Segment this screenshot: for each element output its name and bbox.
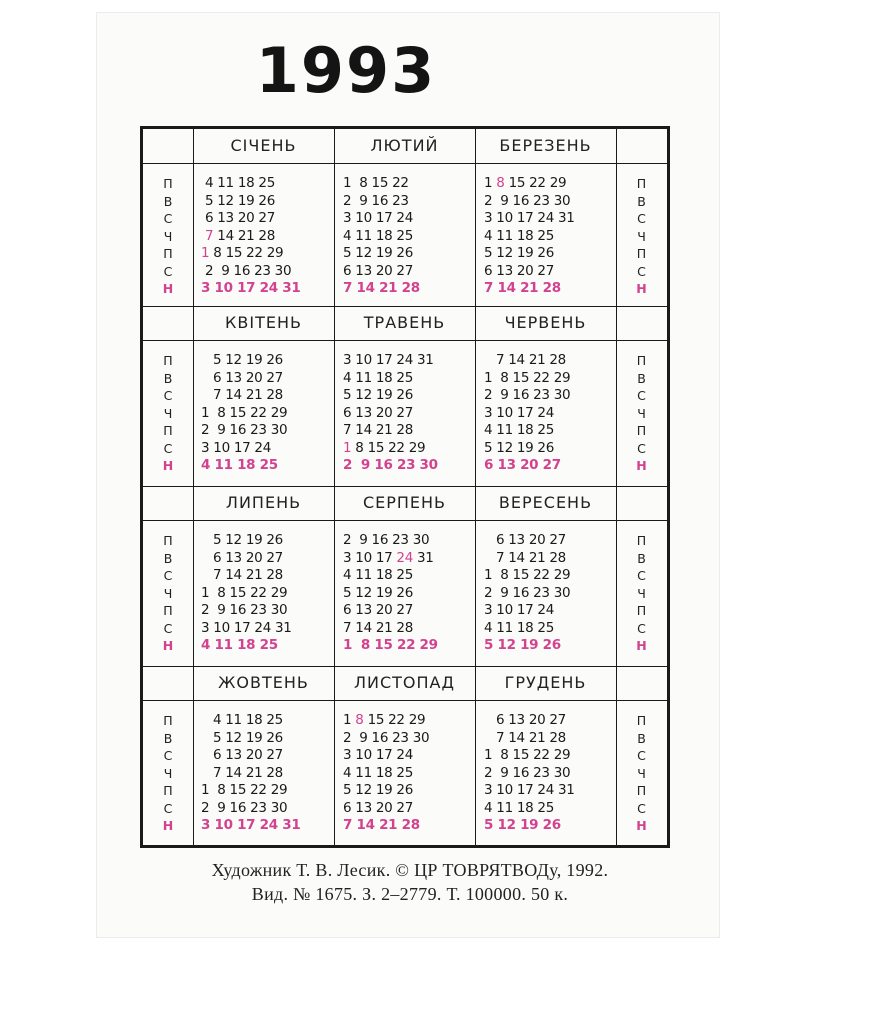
weekday-label: С	[163, 211, 173, 226]
day-row	[484, 370, 570, 388]
day-numbers: 8 15 22 29	[209, 245, 284, 261]
weekday-column-right	[630, 532, 654, 655]
weekday-label: С	[637, 568, 646, 583]
day-row	[484, 228, 575, 246]
day-row	[484, 440, 570, 458]
day-numbers: 6 13 20 27	[201, 369, 283, 386]
day-numbers: 1 8 15 22 29	[201, 404, 288, 421]
day-numbers: 6 13 20 27	[343, 602, 413, 618]
day-row	[201, 620, 292, 638]
day-numbers: 8 15 22 29	[351, 439, 426, 456]
day-numbers: 2 9 16 23 30	[201, 262, 292, 279]
weekday-label: С	[163, 568, 173, 583]
weekday-label: С	[637, 800, 646, 816]
day-row	[343, 370, 438, 388]
day-numbers: 4 11 18 25	[201, 457, 278, 473]
day-numbers: 3 10 17 24 31	[201, 619, 292, 636]
weekday-column-left	[156, 532, 180, 655]
day-numbers: 1 8 15 22 29	[201, 782, 288, 798]
day-row	[484, 210, 575, 228]
day-numbers: 7 14 21 28	[201, 764, 283, 781]
day-row	[343, 228, 420, 246]
day-numbers: 7 14 21 28	[343, 619, 413, 636]
month-name: ЛЮТИЙ	[370, 136, 439, 155]
day-row	[201, 193, 300, 211]
weekday-label: С	[637, 388, 646, 403]
day-numbers: 7 14 21 28	[201, 387, 283, 403]
day-row	[201, 352, 287, 370]
weekday-label: П	[636, 783, 647, 798]
day-numbers: 1	[343, 712, 356, 728]
weekday-label: В	[163, 730, 173, 746]
day-row	[343, 457, 438, 475]
weekday-label: П	[636, 533, 647, 548]
day-row	[343, 263, 420, 281]
day-numbers: 1 8 15 22	[343, 175, 409, 191]
day-numbers: 5 12 19 26	[343, 782, 413, 798]
day-numbers: 2 9 16 23 30	[343, 457, 438, 473]
day-row	[201, 175, 300, 193]
day-numbers: 3 10 17 24	[343, 210, 413, 226]
day-row	[343, 405, 438, 423]
day-row	[484, 280, 575, 298]
day-numbers: 5 12 19 26	[201, 532, 283, 548]
day-row	[343, 730, 429, 748]
weekday-label: С	[637, 211, 646, 226]
month-days	[201, 175, 300, 298]
day-row	[343, 387, 438, 405]
day-row	[201, 550, 292, 568]
weekday-label: П	[163, 533, 173, 548]
weekday-column-right	[630, 352, 654, 475]
day-numbers: 6 13 20 27	[201, 747, 283, 763]
month-days	[343, 532, 438, 655]
month-days	[484, 712, 575, 835]
day-row	[201, 765, 300, 783]
holiday-date: 7	[205, 227, 214, 244]
weekday-column-right	[630, 712, 654, 835]
weekday-label: В	[637, 370, 646, 386]
day-numbers: 3 10 17 24 31	[484, 782, 575, 798]
day-numbers: 2 9 16 23 30	[484, 584, 571, 601]
day-numbers: 3 10 17 24	[201, 439, 271, 456]
day-numbers: 3 10 17 24 31	[484, 210, 575, 226]
day-numbers: 7 14 21 28	[484, 729, 566, 746]
day-row	[201, 370, 287, 388]
day-row	[343, 765, 429, 783]
calendar-grid	[140, 126, 670, 848]
day-row	[484, 765, 575, 783]
weekday-label: П	[163, 603, 173, 618]
day-row	[484, 422, 570, 440]
holiday-date: 1	[201, 245, 210, 261]
day-numbers: 3 10 17 24	[484, 602, 554, 618]
holiday-date: 8	[355, 712, 364, 728]
day-row	[201, 280, 300, 298]
day-numbers: 6 13 20 27	[484, 262, 554, 279]
day-row	[484, 567, 570, 585]
day-row	[484, 782, 575, 800]
month-days	[343, 175, 420, 298]
day-row	[343, 567, 438, 585]
day-numbers: 5 12 19 26	[201, 192, 275, 209]
day-row	[484, 457, 570, 475]
day-row	[201, 228, 300, 246]
weekday-label: П	[163, 176, 173, 191]
weekday-label: С	[637, 748, 646, 763]
day-row	[484, 405, 570, 423]
day-row	[484, 620, 570, 638]
weekday-label: В	[637, 193, 646, 209]
day-numbers: 1 8 15 22 29	[484, 567, 571, 583]
weekday-label: С	[163, 748, 173, 763]
month-days	[343, 352, 438, 475]
weekday-label: С	[637, 263, 646, 279]
day-row	[201, 712, 300, 730]
day-numbers: 2 9 16 23 30	[201, 602, 288, 618]
day-numbers: 1	[484, 175, 497, 191]
day-numbers: 1 8 15 22 29	[484, 369, 571, 386]
day-row	[484, 800, 575, 818]
grid-vline	[616, 129, 617, 845]
day-row	[201, 387, 287, 405]
day-row	[484, 747, 575, 765]
day-row	[343, 532, 438, 550]
day-numbers: 4 11 18 25	[343, 369, 413, 386]
day-numbers: 2 9 16 23 30	[201, 422, 288, 438]
day-numbers: 15 22 29	[363, 712, 426, 728]
day-numbers: 5 12 19 26	[201, 352, 283, 368]
weekday-column-left	[156, 352, 180, 475]
day-row	[343, 210, 420, 228]
weekday-label: Н	[162, 818, 174, 833]
weekday-label: С	[637, 440, 646, 456]
day-row	[343, 747, 429, 765]
day-numbers: 5 12 19 26	[343, 387, 413, 403]
grid-hline	[143, 520, 667, 521]
day-numbers: 4 11 18 25	[484, 619, 554, 636]
weekday-label: Н	[162, 638, 174, 653]
day-numbers: 7 14 21 28	[343, 817, 420, 833]
day-numbers: 3 10 17 24 31	[343, 352, 434, 368]
grid-hline	[143, 700, 667, 701]
day-numbers: 15 22 29	[504, 175, 567, 191]
weekday-label: С	[163, 440, 173, 456]
weekday-label: С	[637, 620, 646, 636]
day-row	[201, 532, 292, 550]
weekday-label: Ч	[637, 765, 646, 781]
day-numbers: 5 12 19 26	[484, 245, 554, 261]
weekday-label: П	[163, 713, 173, 728]
day-numbers: 2 9 16 23	[343, 192, 409, 209]
day-row	[201, 210, 300, 228]
weekday-label: П	[163, 353, 173, 368]
grid-hline	[143, 340, 667, 341]
day-row	[343, 637, 438, 655]
day-numbers: 31	[413, 549, 434, 566]
day-row	[343, 280, 420, 298]
day-numbers: 5 12 19 26	[484, 439, 554, 456]
day-numbers: 5 12 19 26	[343, 245, 413, 261]
day-numbers: 4 11 18 25	[484, 227, 554, 244]
day-numbers: 7 14 21 28	[484, 549, 566, 566]
day-row	[201, 637, 292, 655]
day-row	[343, 440, 438, 458]
day-row	[201, 747, 300, 765]
day-numbers: 6 13 20 27	[343, 404, 413, 421]
day-row	[343, 245, 420, 263]
day-row	[201, 245, 300, 263]
month-name: БЕРЕЗЕНЬ	[499, 136, 592, 155]
day-numbers: 5 12 19 26	[343, 584, 413, 601]
day-numbers: 6 13 20 27	[201, 210, 275, 226]
month-days	[484, 532, 570, 655]
day-numbers: 6 13 20 27	[484, 712, 566, 728]
weekday-label: Ч	[163, 765, 173, 781]
day-row	[343, 800, 429, 818]
weekday-label: С	[163, 263, 173, 279]
weekday-label: С	[163, 388, 173, 403]
day-row	[201, 405, 287, 423]
day-numbers: 2 9 16 23 30	[484, 192, 571, 209]
day-row	[484, 585, 570, 603]
day-row	[484, 352, 570, 370]
day-row	[201, 782, 300, 800]
weekday-label: П	[636, 353, 647, 368]
day-row	[201, 263, 300, 281]
day-numbers: 5 12 19 26	[484, 637, 561, 653]
day-row	[484, 712, 575, 730]
month-name: ЖОВТЕНЬ	[218, 673, 309, 692]
day-row	[484, 730, 575, 748]
weekday-label: П	[163, 783, 173, 798]
footer-credits: Художник Т. В. Лесик. © ЦР ТОВРЯТВОДу, 1992.	[211, 860, 609, 880]
weekday-label: В	[163, 193, 173, 209]
day-numbers: 1 8 15 22 29	[201, 584, 288, 601]
day-numbers: 4 11 18 25	[343, 227, 413, 244]
day-numbers: 6 13 20 27	[201, 549, 283, 566]
day-numbers: 4 11 18 25	[201, 712, 283, 728]
month-name: СЕРПЕНЬ	[362, 493, 447, 512]
weekday-label: Ч	[163, 228, 173, 244]
day-row	[343, 712, 429, 730]
month-name: ВЕРЕСЕНЬ	[498, 493, 593, 512]
month-name: СІЧЕНЬ	[230, 136, 297, 155]
month-name: ГРУДЕНЬ	[504, 673, 587, 692]
day-row	[201, 567, 292, 585]
weekday-label: П	[163, 423, 173, 438]
day-row	[201, 585, 292, 603]
weekday-column-left	[156, 712, 180, 835]
weekday-label: С	[163, 620, 173, 636]
weekday-label: В	[163, 550, 173, 566]
day-numbers: 4 11 18 25	[484, 422, 554, 438]
day-row	[343, 782, 429, 800]
day-numbers: 2 9 16 23 30	[343, 532, 430, 548]
day-numbers: 3 10 17 24 31	[201, 280, 301, 296]
weekday-label: Н	[636, 281, 647, 296]
holiday-date: 8	[496, 175, 505, 191]
day-numbers: 7 14 21 28	[343, 280, 420, 296]
weekday-label: Ч	[637, 405, 646, 421]
month-name: ЛИПЕНЬ	[225, 493, 302, 512]
day-numbers: 2 9 16 23 30	[484, 387, 571, 403]
day-numbers: 4 11 18 25	[484, 799, 554, 816]
day-numbers: 6 13 20 27	[484, 532, 566, 548]
weekday-label: Ч	[637, 585, 646, 601]
weekday-label: В	[163, 370, 173, 386]
day-row	[343, 602, 438, 620]
day-numbers: 2 9 16 23 30	[201, 799, 288, 816]
day-numbers: 4 11 18 25	[343, 567, 413, 583]
day-row	[343, 585, 438, 603]
weekday-label: Н	[636, 458, 647, 473]
month-name: ЧЕРВЕНЬ	[504, 313, 587, 332]
day-numbers: 4 11 18 25	[201, 637, 278, 653]
weekday-label: Н	[162, 458, 174, 473]
grid-hline	[143, 163, 667, 164]
weekday-label: С	[163, 800, 173, 816]
weekday-label: П	[163, 246, 173, 261]
day-numbers: 2 9 16 23 30	[484, 764, 571, 781]
weekday-label: Ч	[163, 585, 173, 601]
weekday-label: Н	[636, 818, 647, 833]
day-row	[343, 422, 438, 440]
day-row	[484, 550, 570, 568]
day-numbers: 3 10 17 24	[484, 404, 554, 421]
weekday-label: П	[636, 423, 647, 438]
month-days	[201, 532, 292, 655]
day-numbers: 7 14 21 28	[343, 422, 413, 438]
day-numbers: 2 9 16 23 30	[343, 729, 430, 746]
day-numbers: 5 12 19 26	[484, 817, 561, 833]
weekday-label: П	[636, 246, 647, 261]
day-numbers: 4 11 18 25	[201, 175, 275, 191]
day-numbers: 14 21 28	[213, 227, 276, 244]
day-row	[201, 817, 300, 835]
month-days	[343, 712, 429, 835]
month-days	[201, 712, 300, 835]
day-numbers: 7 14 21 28	[484, 280, 561, 296]
day-row	[484, 817, 575, 835]
month-name: ТРАВЕНЬ	[363, 313, 446, 332]
month-name: КВІТЕНЬ	[225, 313, 302, 332]
month-days	[484, 352, 570, 475]
day-row	[201, 440, 287, 458]
weekday-label: Ч	[637, 228, 646, 244]
weekday-column-left	[156, 175, 180, 298]
day-numbers: 3 10 17	[343, 549, 397, 566]
day-row	[201, 457, 287, 475]
day-numbers: 5 12 19 26	[201, 729, 283, 746]
day-numbers: 4 11 18 25	[343, 764, 413, 781]
footer-publication: Вид. № 1675. З. 2–2779. Т. 100000. 50 к.	[251, 884, 569, 904]
day-row	[484, 602, 570, 620]
day-row	[343, 620, 438, 638]
day-row	[484, 245, 575, 263]
weekday-label: П	[636, 603, 647, 618]
day-row	[343, 352, 438, 370]
day-numbers: 1 8 15 22 29	[484, 747, 571, 763]
day-row	[343, 817, 429, 835]
day-row	[201, 602, 292, 620]
day-numbers: 6 13 20 27	[343, 799, 413, 816]
weekday-label: Ч	[163, 405, 173, 421]
day-numbers: 3 10 17 24	[343, 747, 413, 763]
month-days	[484, 175, 575, 298]
day-row	[484, 637, 570, 655]
day-numbers: 1 8 15 22 29	[343, 637, 438, 653]
holiday-date: 24	[396, 549, 414, 566]
month-days	[201, 352, 287, 475]
day-row	[201, 730, 300, 748]
day-row	[484, 387, 570, 405]
day-row	[201, 422, 287, 440]
day-numbers: 7 14 21 28	[484, 352, 566, 368]
holiday-date: 1	[343, 439, 352, 456]
day-row	[484, 532, 570, 550]
weekday-label: Н	[162, 281, 174, 296]
weekday-label: В	[637, 730, 646, 746]
day-row	[343, 175, 420, 193]
weekday-label: П	[636, 713, 647, 728]
day-row	[484, 263, 575, 281]
day-numbers: 3 10 17 24 31	[201, 817, 301, 833]
year-title: 1993	[255, 34, 437, 107]
day-numbers: 6 13 20 27	[484, 457, 561, 473]
day-numbers: 7 14 21 28	[201, 567, 283, 583]
weekday-label: В	[637, 550, 646, 566]
day-row	[201, 800, 300, 818]
day-row	[484, 193, 575, 211]
day-numbers: 6 13 20 27	[343, 262, 413, 279]
day-row	[343, 550, 438, 568]
day-row	[484, 175, 575, 193]
weekday-label: Н	[636, 638, 647, 653]
day-row	[343, 193, 420, 211]
month-name: ЛИСТОПАД	[353, 673, 455, 692]
weekday-column-right	[630, 175, 654, 298]
weekday-label: П	[636, 176, 647, 191]
